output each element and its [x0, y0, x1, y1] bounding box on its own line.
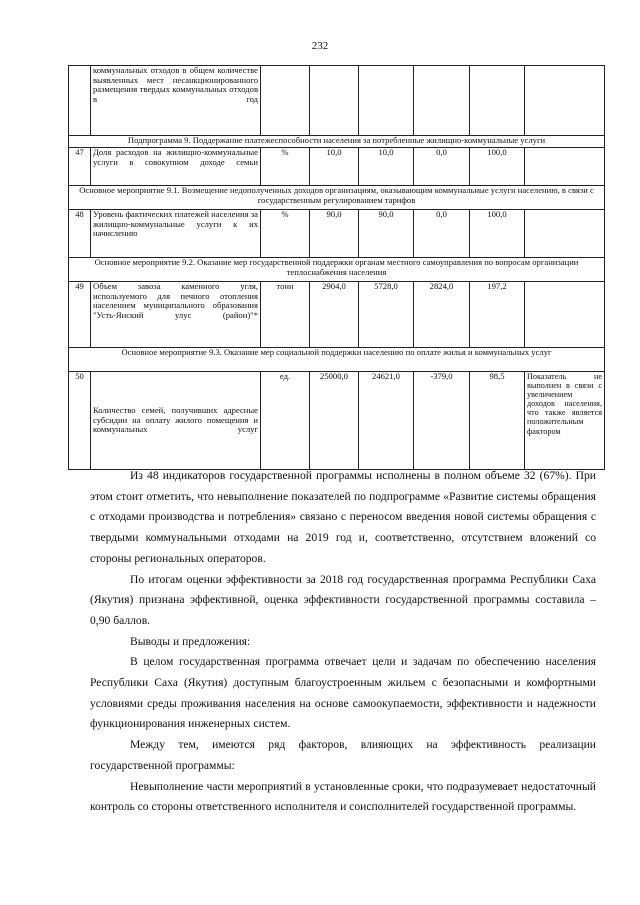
paragraph: По итогам оценки эффективности за 2018 год государственная программа Республики Саха (Якутия) признана эффективной, оценка эффективности государственной программы составила – 0,90 баллов. — [90, 572, 596, 627]
plan-cell: 25000,0 — [310, 372, 359, 470]
row-number: 50 — [69, 372, 91, 470]
unit-cell: ед. — [261, 372, 310, 470]
table-row — [69, 282, 605, 348]
paragraph: Из 48 индикаторов государственной программы исполнены в полном объеме 32 (67%). При этом стоит отметить, что невыполнение показателей по подпрограмме «Развитие системы обращения с отходами производства и потребления» связано с переносом введения новой системы обращения с твердыми коммунальными отходами на 2019 год и, соответственно, отсутствием вложений со стороны региональных операторов. — [90, 469, 596, 565]
section-heading: Основное мероприятие 9.1. Возмещение недополученных доходов организациям, оказывающим коммунальные услуги населению, в связи с государственным регулированием тарифов — [69, 186, 605, 210]
deviation-cell: 2824,0 — [414, 282, 470, 348]
fact-cell: 10,0 — [359, 148, 414, 186]
note-cell: Показатель не выполнен в связи с увеличением доходов населения, что также является положительным фактором — [525, 372, 605, 470]
table-row — [69, 148, 605, 186]
fact-cell: 5728,0 — [359, 282, 414, 348]
paragraph: В целом государственная программа отвечает цели и задачам по обеспечению населения Республики Саха (Якутия) доступным благоустроенным жильем с безопасными и комфортными условиями среды проживания населения на основе самоокупаемости, эффективности и надежности функционирования инженерных систем. — [90, 655, 596, 731]
section-row — [69, 136, 605, 148]
unit-cell: % — [261, 210, 310, 258]
paragraph: Между тем, имеются ряд факторов, влияющих на эффективность реализации государственной программы: — [90, 738, 596, 772]
plan-cell: 10,0 — [310, 148, 359, 186]
section-heading: Основное мероприятие 9.3. Оказание мер социальной поддержки населению по оплате жилья и коммунальных услуг — [69, 348, 605, 372]
fact-cell: 24621,0 — [359, 372, 414, 470]
note-cell — [525, 210, 605, 258]
body-text — [90, 466, 596, 818]
deviation-cell: 0,0 — [414, 210, 470, 258]
unit-cell: тонн — [261, 282, 310, 348]
indicator-name: Доля расходов на жилищно-коммунальные услуги в совокупном доходе семьи — [91, 148, 261, 186]
deviation-cell: -379,0 — [414, 372, 470, 470]
indicator-name: Количество семей, получивших адресные субсидии на оплату жилого помещения и коммунальных услуг — [91, 372, 261, 470]
table-row — [69, 372, 605, 470]
plan-cell: 2904,0 — [310, 282, 359, 348]
deviation-cell: 0,0 — [414, 148, 470, 186]
row-number: 49 — [69, 282, 91, 348]
indicator-name: Объем завоза каменного угля, используемого для печного отопления населением муниципального образования "Усть-Янский улус (район)"* — [91, 282, 261, 348]
table-row — [69, 210, 605, 258]
note-cell — [525, 282, 605, 348]
percent-cell: 98,5 — [470, 372, 525, 470]
section-heading: Подпрограмма 9. Поддержание платежеспособности населения за потребленные жилищно-коммунальные услуги — [69, 136, 605, 148]
note-cell — [525, 148, 605, 186]
indicators-table — [68, 65, 605, 470]
table-row-carry — [69, 66, 605, 136]
section-row — [69, 258, 605, 282]
percent-cell: 197,2 — [470, 282, 525, 348]
plan-cell: 90,0 — [310, 210, 359, 258]
indicator-name: Уровень фактических платежей населения за жилищно-коммунальные услуги к их начислению — [91, 210, 261, 258]
unit-cell: % — [261, 148, 310, 186]
row-number: 48 — [69, 210, 91, 258]
fact-cell: 90,0 — [359, 210, 414, 258]
row-number: 47 — [69, 148, 91, 186]
paragraph: Невыполнение части мероприятий в установленные сроки, что подразумевает недостаточный контроль со стороны ответственного исполнителя и соисполнителей государственной программы. — [90, 779, 596, 814]
paragraph: Выводы и предложения: — [130, 634, 251, 648]
section-row — [69, 348, 605, 372]
section-heading: Основное мероприятие 9.2. Оказание мер государственной поддержки органам местного самоуправления по вопросам организации теплоснабжения населения — [69, 258, 605, 282]
page-number: 232 — [311, 40, 329, 52]
percent-cell: 100,0 — [470, 148, 525, 186]
indicator-name: коммунальных отходов в общем количестве выявленных мест несанкционированного размещения твердых коммунальных отходов в год — [91, 66, 261, 136]
section-row — [69, 186, 605, 210]
percent-cell: 100,0 — [470, 210, 525, 258]
